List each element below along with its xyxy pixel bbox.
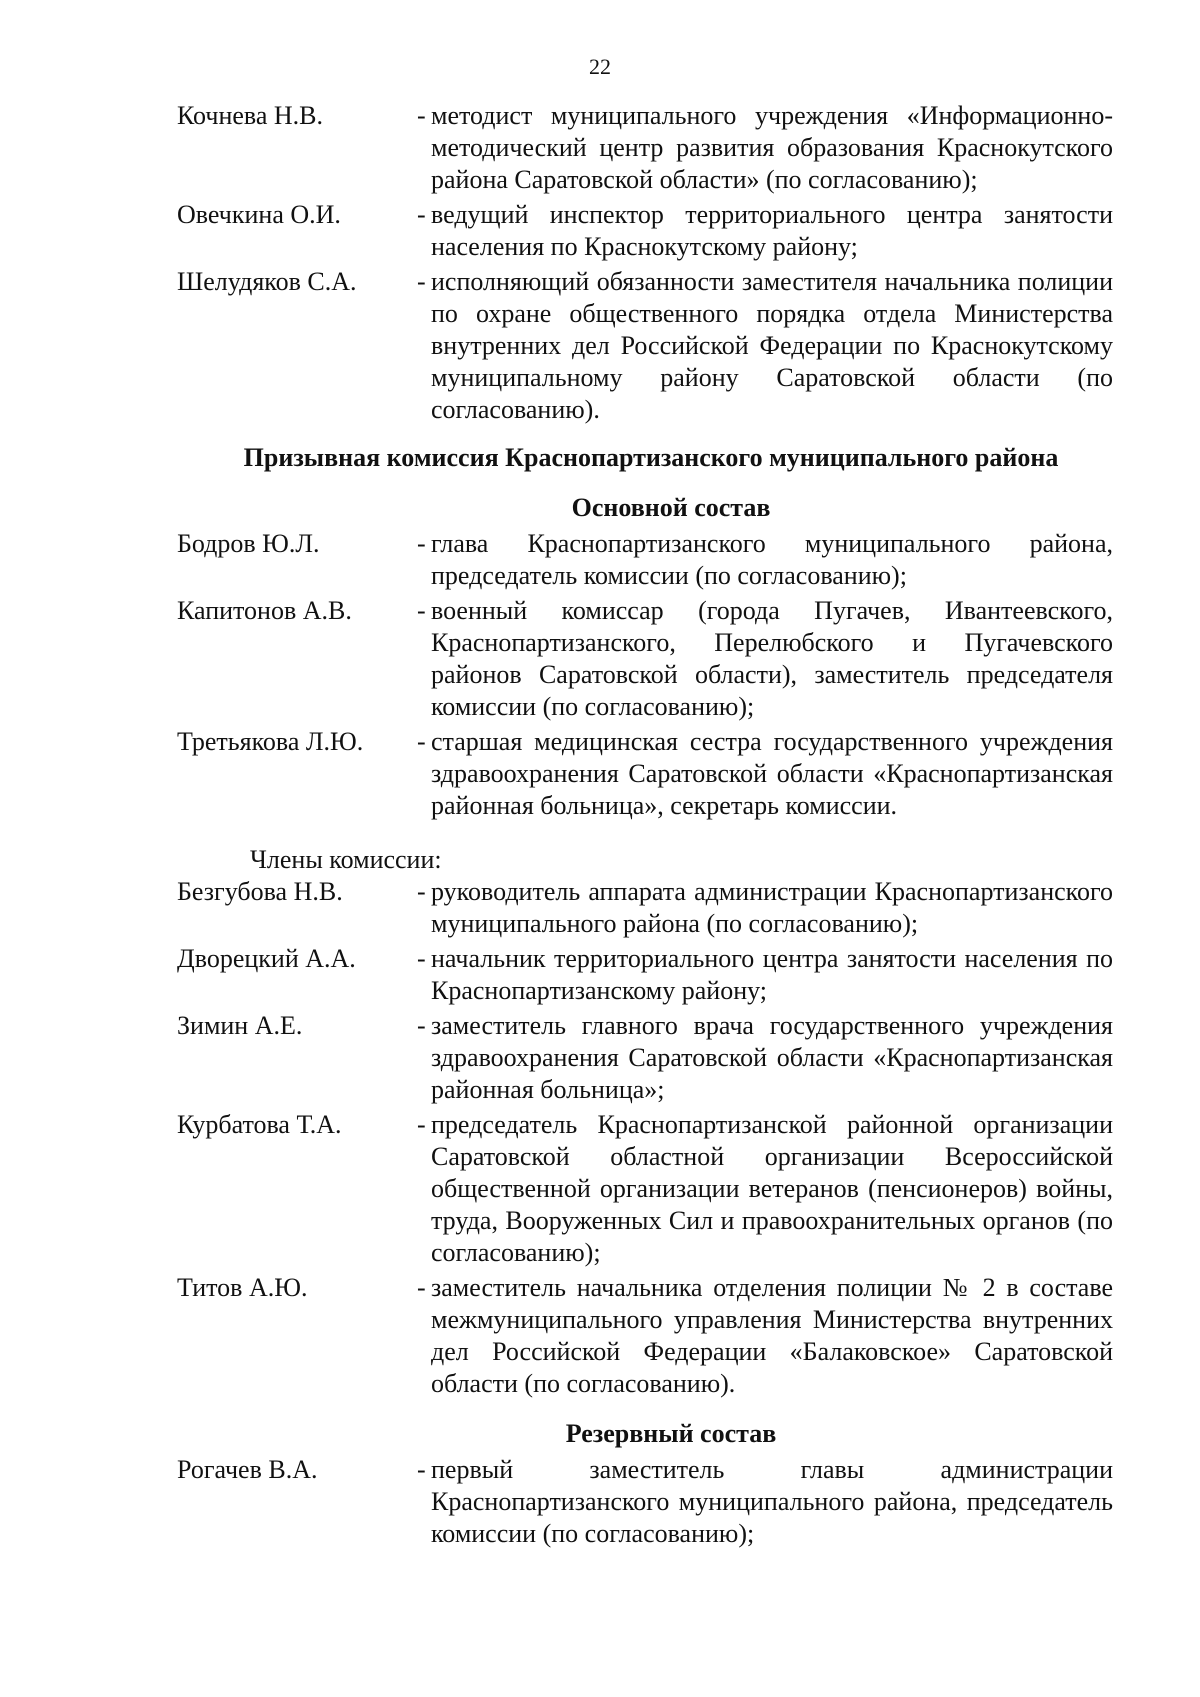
person-name: Шелудяков С.А. [177, 267, 357, 296]
person-role [417, 528, 1113, 592]
dash: - [417, 727, 426, 756]
person-name: Титов А.Ю. [177, 1273, 308, 1302]
list-item [177, 943, 1113, 1007]
dash: - [417, 1455, 426, 1484]
list-item [177, 266, 1113, 426]
role-text: заместитель начальника отделения полиции № 2 в составе межмуниципального управления Министерства внутренних дел Российской Федерации «Балаковское» Саратовской области (по согласованию). [431, 1273, 1113, 1398]
dash: - [417, 596, 426, 625]
list-item [177, 199, 1113, 263]
person-role [417, 876, 1113, 940]
role-text: руководитель аппарата администрации Краснопартизанского муниципального района (по согласованию); [431, 877, 1113, 938]
dash: - [417, 1273, 426, 1302]
person-role [417, 726, 1113, 822]
dash: - [417, 944, 426, 973]
list-item [177, 1454, 1113, 1550]
reserve-composition-title: Резервный состав [565, 1419, 777, 1448]
person-role [417, 1109, 1113, 1269]
list-item [177, 528, 1113, 592]
dash: - [417, 1011, 426, 1040]
list-item [177, 100, 1113, 196]
reserve-entries-list [177, 1454, 1113, 1550]
person-name: Безгубова Н.В. [177, 877, 343, 906]
member-entries-list [177, 876, 1113, 1400]
person-name: Третьякова Л.Ю. [177, 727, 364, 756]
dash: - [417, 529, 426, 558]
person-name: Рогачев В.А. [177, 1455, 318, 1484]
list-item [177, 1272, 1113, 1400]
document-body [177, 100, 1113, 1553]
list-item [177, 876, 1113, 940]
person-role [417, 1010, 1113, 1106]
person-role [417, 595, 1113, 723]
dash: - [417, 877, 426, 906]
members-label: Члены комиссии: [250, 845, 442, 874]
list-item [177, 1010, 1113, 1106]
dash: - [417, 267, 426, 296]
list-item [177, 726, 1113, 822]
person-name: Зимин А.Е. [177, 1011, 303, 1040]
page-number: 22 [589, 54, 611, 79]
person-name: Курбатова Т.А. [177, 1110, 342, 1139]
person-role [417, 1272, 1113, 1400]
role-text: председатель Краснопартизанской районной организации Саратовской областной организации Всероссийской общественной организации ветеранов (пенсионеров) войны, труда, Вооруженных Сил и правоохранительных органов (по согласованию); [431, 1110, 1113, 1267]
role-text: методист муниципального учреждения «Информационно-методический центр развития образования Краснокутского района Саратовской области» (по согласованию); [431, 101, 1113, 194]
person-role [417, 100, 1113, 196]
role-text: ведущий инспектор территориального центра занятости населения по Краснокутскому району; [431, 200, 1113, 261]
person-role [417, 1454, 1113, 1550]
role-text: заместитель главного врача государственного учреждения здравоохранения Саратовской области «Краснопартизанская районная больница»; [431, 1011, 1113, 1104]
person-role [417, 266, 1113, 426]
main-composition-title: Основной состав [571, 493, 771, 522]
person-role [417, 199, 1113, 263]
person-name: Кочнева Н.В. [177, 101, 323, 130]
dash: - [417, 200, 426, 229]
role-text: первый заместитель главы администрации Краснопартизанского муниципального района, председатель комиссии (по согласованию); [431, 1455, 1113, 1548]
role-text: начальник территориального центра занятости населения по Краснопартизанскому району; [431, 944, 1113, 1005]
commission-title: Призывная комиссия Краснопартизанского муниципального района [243, 443, 1059, 472]
person-name: Капитонов А.В. [177, 596, 352, 625]
list-item [177, 595, 1113, 723]
role-text: исполняющий обязанности заместителя начальника полиции по охране общественного порядка отдела Министерства внутренних дел Российской Федерации по Краснокутскому муниципальному району Саратовской области (по согласованию). [431, 267, 1113, 424]
person-role [417, 943, 1113, 1007]
person-name: Бодров Ю.Л. [177, 529, 320, 558]
dash: - [417, 1110, 426, 1139]
list-item [177, 1109, 1113, 1269]
top-entries-list [177, 100, 1113, 426]
person-name: Дворецкий А.А. [177, 944, 356, 973]
role-text: старшая медицинская сестра государственного учреждения здравоохранения Саратовской области «Краснопартизанская районная больница», секретарь комиссии. [431, 727, 1113, 820]
dash: - [417, 101, 426, 130]
role-text: военный комиссар (города Пугачев, Ивантеевского, Краснопартизанского, Перелюбского и Пугачевского районов Саратовской области), заместитель председателя комиссии (по согласованию); [431, 596, 1113, 721]
role-text: глава Краснопартизанского муниципального района, председатель комиссии (по согласованию); [431, 529, 1113, 590]
person-name: Овечкина О.И. [177, 200, 341, 229]
main-entries-list [177, 528, 1113, 822]
